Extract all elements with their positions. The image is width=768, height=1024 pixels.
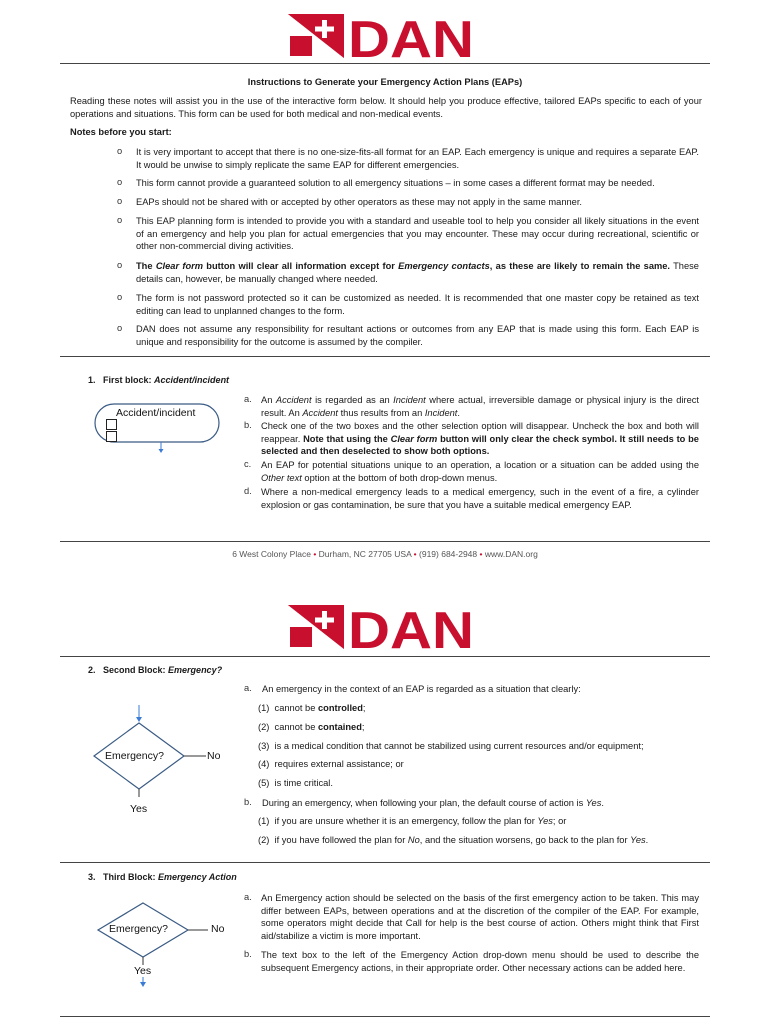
emergency-diamond-label: Emergency? xyxy=(109,923,168,935)
list-label: b. xyxy=(244,420,252,430)
no-branch-label: No xyxy=(211,923,225,935)
list-label: d. xyxy=(244,486,252,496)
list-label: b. xyxy=(244,797,252,807)
website-link[interactable]: www.DAN.org xyxy=(484,549,538,559)
logo-text: DAN xyxy=(348,603,474,651)
emergency-criterion-5: (5) is time critical. xyxy=(258,778,333,788)
section-rule xyxy=(60,356,710,357)
note-2: This form cannot provide a guaranteed solution to all emergency situations – in some cases a different format may be needed. xyxy=(136,178,655,188)
separator-dot: • xyxy=(313,549,317,559)
default-action-2: (2) if you have followed the plan for No, and the situation worsens, go back to the plan for Yes. xyxy=(258,835,649,845)
note-3: EAPs should not be shared with or accepted by other operators as these may not apply in the same manner. xyxy=(136,197,582,207)
list-label: c. xyxy=(244,459,252,469)
emergency-decision-diagram xyxy=(88,700,238,820)
block2-item-b: During an emergency, when following your plan, the default course of action is Yes. xyxy=(262,798,604,808)
block1-item-c: An EAP for potential situations unique to an operation, a location or a situation can be added using the Other text option at the bottom of both drop-down menus. xyxy=(261,460,699,483)
block3-heading: 3. Third Block: Emergency Action xyxy=(88,872,237,882)
bottom-rule xyxy=(60,1016,710,1017)
bullet-marker: o xyxy=(117,215,123,225)
bullet-marker: o xyxy=(117,196,123,206)
block1-item-b: Check one of the two boxes and the other selection option will disappear. Uncheck the box and both will reappear. Note that using the Clear form button will only clear the check symbol. It still needs to be selected and then deselected to show both options. xyxy=(261,421,699,456)
yes-branch-label: Yes xyxy=(130,803,148,815)
incident-checkbox[interactable] xyxy=(106,431,117,442)
block3-item-b: The text box to the left of the Emergency Action drop-down menu should be used to describe the subsequent Emergency actions, in their appropriate order. Other necessary actions can be added here. xyxy=(261,950,699,973)
note-5: The Clear form button will clear all information except for Emergency contacts, as these are likely to remain the same. These details can, however, be manually changed where needed. xyxy=(136,261,699,284)
yes-branch-label: Yes xyxy=(134,965,152,977)
separator-dot: • xyxy=(479,549,483,559)
list-label: a. xyxy=(244,394,252,404)
emergency-criterion-2: (2) cannot be contained; xyxy=(258,722,365,732)
bullet-marker: o xyxy=(117,177,123,187)
accident-incident-diagram xyxy=(94,398,224,453)
dan-logo xyxy=(288,12,478,60)
emergency-criterion-3: (3) is a medical condition that cannot be stabilized using current resources and/or equipment; xyxy=(258,741,644,751)
note-6: The form is not password protected so it can be customized as needed. It is recommended that one master copy be retained as text editing can lead to unplanned changes to the form. xyxy=(136,293,699,316)
bullet-marker: o xyxy=(117,323,123,333)
accident-incident-label: Accident/incident xyxy=(116,407,196,419)
block1-item-d: Where a non-medical emergency leads to a medical emergency, such in the event of a fire, a cylinder explosion or gas contamination, be sure that you have a suitable medical emergency EAP. xyxy=(261,487,699,510)
header-rule xyxy=(60,656,710,657)
section-rule xyxy=(60,862,710,863)
notes-heading: Notes before you start: xyxy=(70,127,172,137)
emergency-criterion-1: (1) cannot be controlled; xyxy=(258,703,366,713)
list-label: a. xyxy=(244,892,252,902)
block1-heading: 1. First block: Accident/incident xyxy=(88,375,230,385)
note-7: DAN does not assume any responsibility for resultant actions or outcomes from any EAP that is made using this form. Each EAP is unique and responsibility for the outcome is assumed by the compiler. xyxy=(136,324,699,347)
list-label: a. xyxy=(244,683,252,693)
bullet-marker: o xyxy=(117,146,123,156)
separator-dot: • xyxy=(413,549,417,559)
list-label: b. xyxy=(244,949,252,959)
emergency-diamond-label: Emergency? xyxy=(105,750,164,762)
bullet-marker: o xyxy=(117,260,123,270)
intro-paragraph: Reading these notes will assist you in the use of the interactive form below. It should help you produce effective, tailored EAPs specific to each of your operations and situations. This form can be used for both medical and non-medical events. xyxy=(70,96,702,119)
accident-checkbox[interactable] xyxy=(106,419,117,430)
note-4: This EAP planning form is intended to provide you with a standard and useable tool to help you consider all likely situations in the event of an emergency and help you plan for actual emergencies that you may encounter. These may occur during recreational, scientific or other non-commercial diving activities. xyxy=(136,216,699,251)
note-1: It is very important to accept that there is no one-size-fits-all format for an EAP. Each emergency is unique and requires a separate EAP. It would be unwise to simply replicate the same EAP for different emergencies. xyxy=(136,147,699,170)
block2-heading: 2. Second Block: Emergency? xyxy=(88,665,223,675)
page-title: Instructions to Generate your Emergency Action Plans (EAPs) xyxy=(247,77,523,87)
header-rule xyxy=(60,63,710,64)
dan-logo xyxy=(288,603,478,651)
block2-item-a: An emergency in the context of an EAP is regarded as a situation that clearly: xyxy=(262,684,581,694)
emergency-action-diagram xyxy=(92,898,242,993)
logo-text: DAN xyxy=(348,12,474,60)
block3-item-a: An Emergency action should be selected on the basis of the first emergency action to be taken. This may differ between EAPs, between operations and at the discretion of the compiler of the EAP. For example, some operators might decide that Call for help is the best course of action. Others might think that First aid/stabilize a victim is more important. xyxy=(261,893,699,941)
emergency-criterion-4: (4) requires external assistance; or xyxy=(258,759,404,769)
no-branch-label: No xyxy=(207,750,221,762)
bullet-marker: o xyxy=(117,292,123,302)
page-footer: 6 West Colony Place • Durham, NC 27705 USA • (919) 684-2948 • www.DAN.org xyxy=(232,549,538,559)
default-action-1: (1) if you are unsure whether it is an emergency, follow the plan for Yes; or xyxy=(258,816,567,826)
block1-item-a: An Accident is regarded as an Incident where actual, irreversible damage or physical injury is the direct result. An Accident thus results from an Incident. xyxy=(261,395,699,418)
footer-rule xyxy=(60,541,710,542)
